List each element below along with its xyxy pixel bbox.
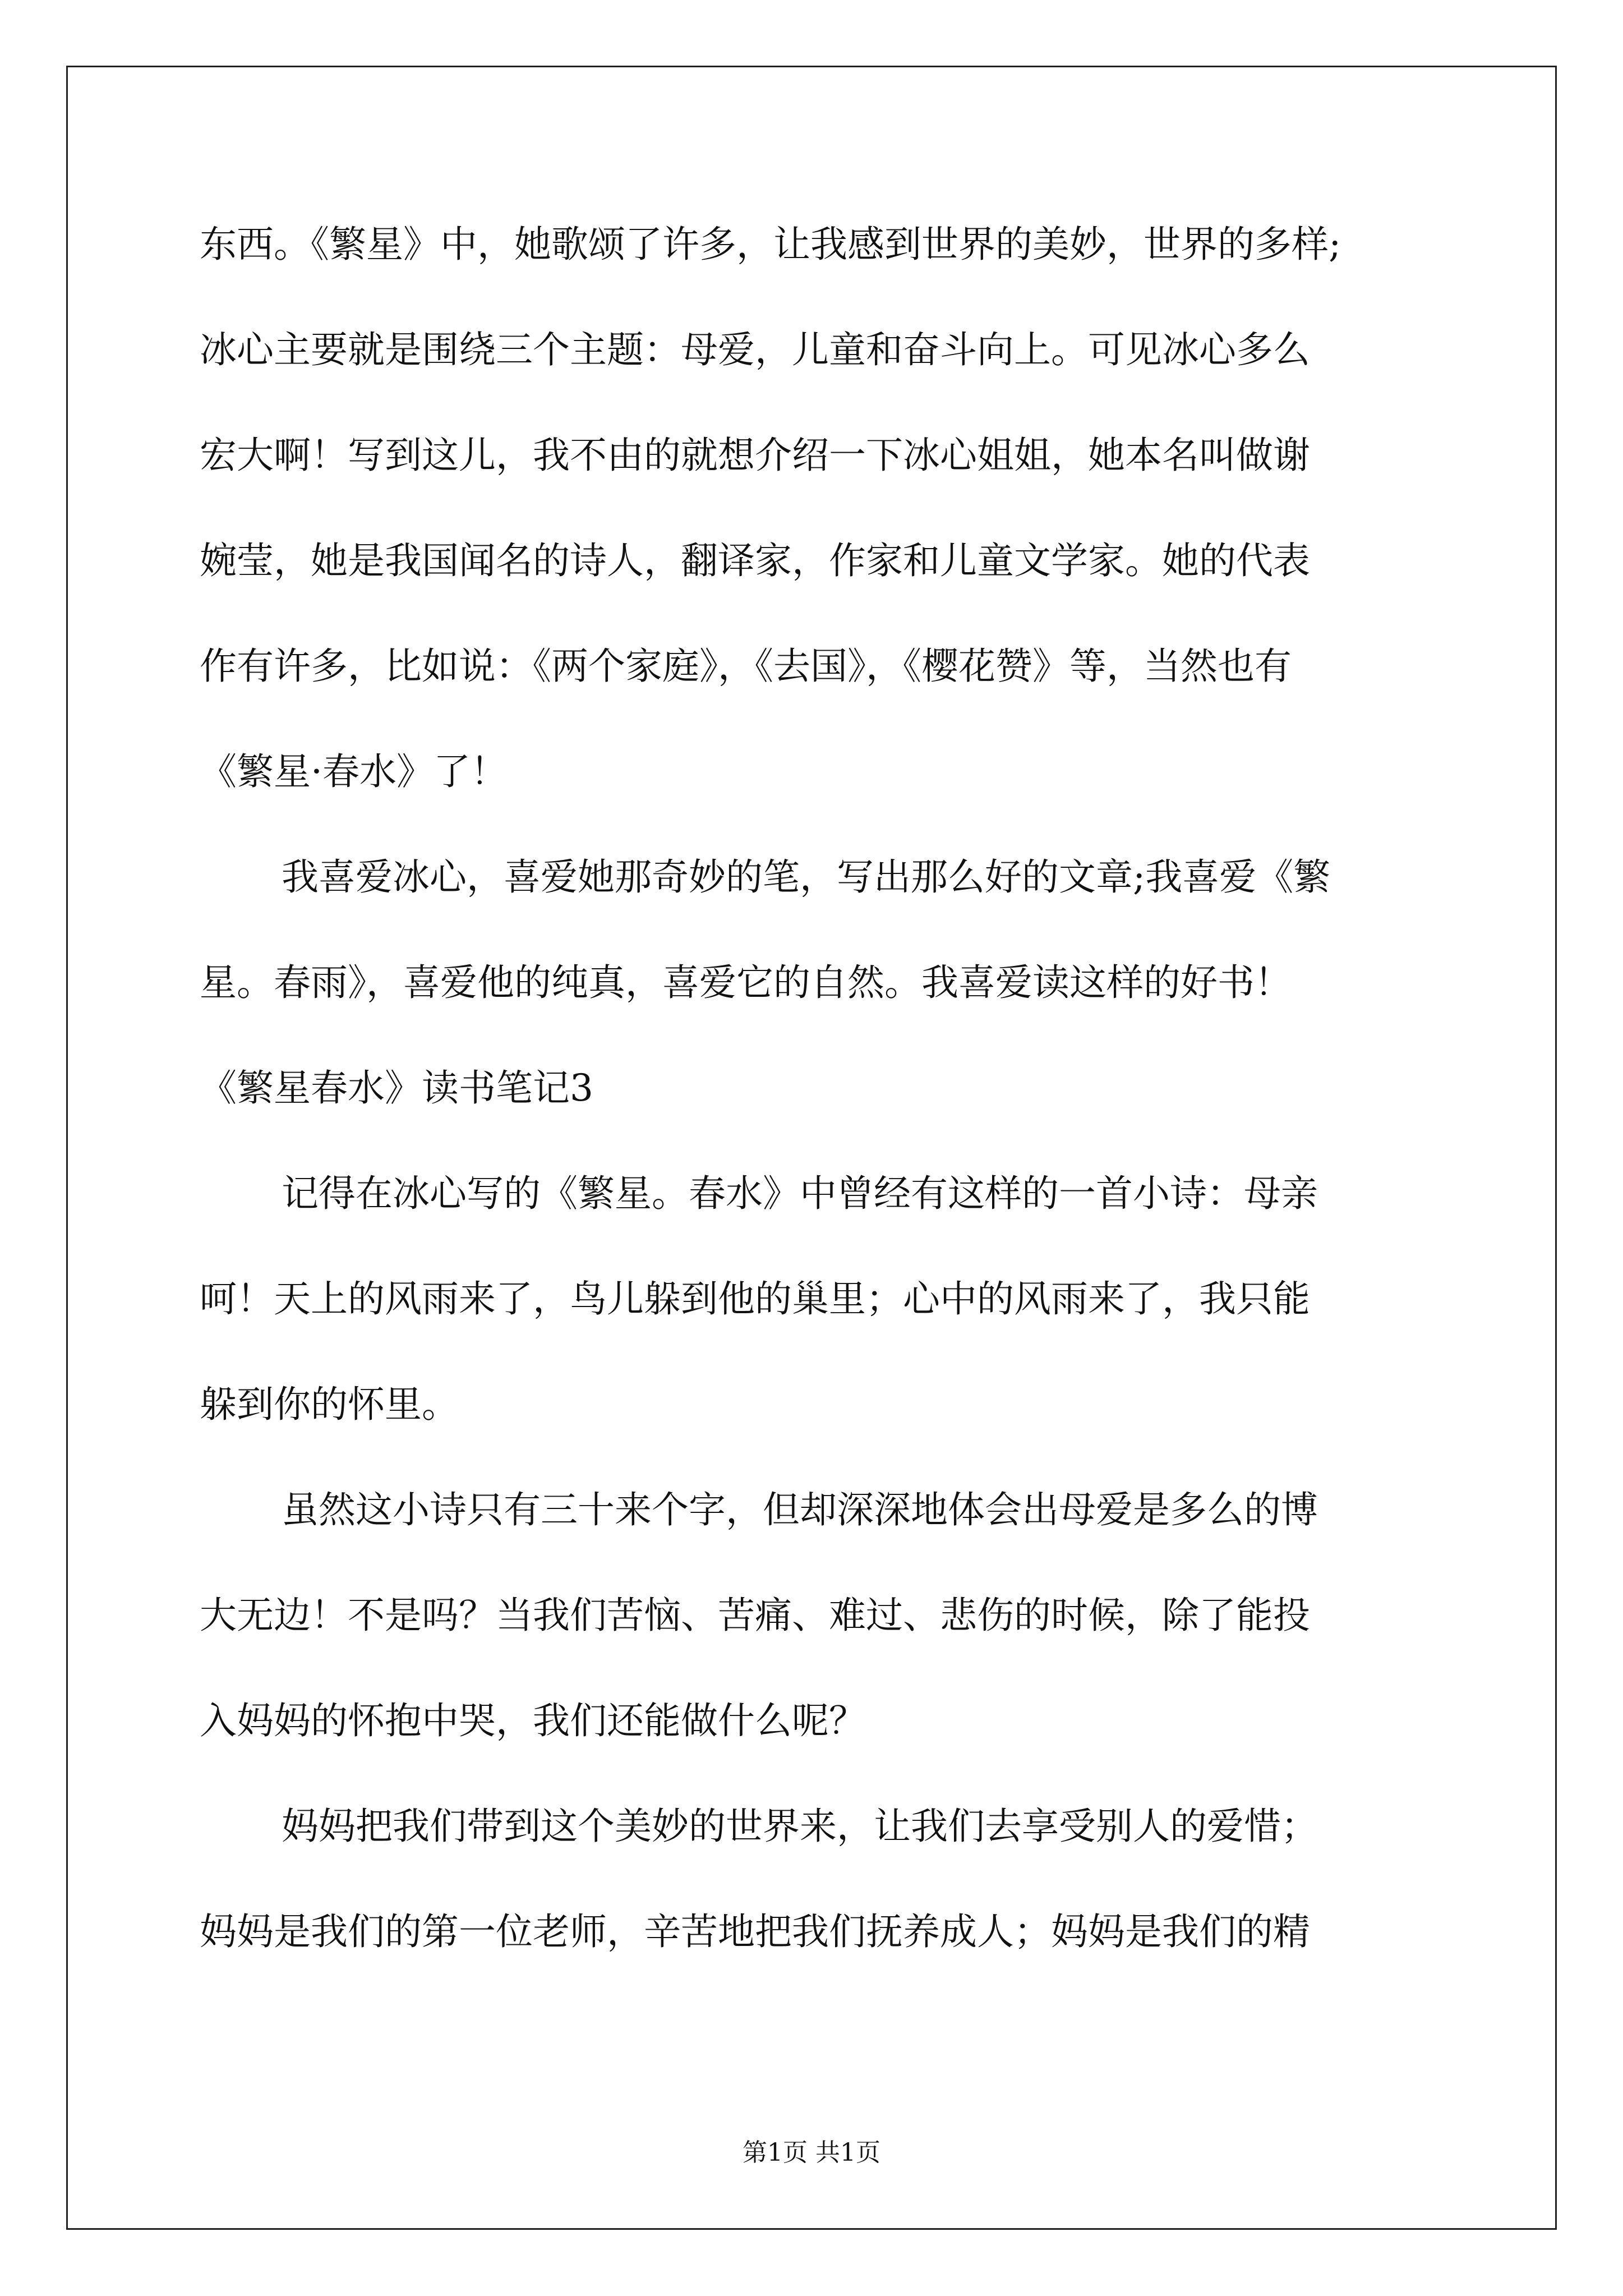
text-line: 入妈妈的怀抱中哭，我们还能做什么呢？	[200, 1699, 866, 1742]
page-footer: 第1页 共1页	[743, 2138, 880, 2167]
page-border	[66, 66, 1557, 2230]
paragraph-first-line: 虽然这小诗只有三十来个字，但却深深地体会出母爱是多么的博	[282, 1488, 1318, 1531]
text-line: 冰心主要就是围绕三个主题：母爱，儿童和奋斗向上。可见冰心多么	[200, 328, 1310, 371]
text-line: 星。春雨》，喜爱他的纯真，喜爱它的自然。我喜爱读这样的好书！	[200, 961, 1292, 1004]
text-line: 东西。《繁星》中，她歌颂了许多，让我感到世界的美妙，世界的多样;	[200, 223, 1341, 266]
paragraph-first-line: 我喜爱冰心，喜爱她那奇妙的笔，写出那么好的文章;我喜爱《繁	[282, 855, 1331, 899]
text-line: 作有许多，比如说：《两个家庭》，《去国》，《樱花赞》等，当然也有	[200, 645, 1292, 688]
text-line: 妈妈是我们的第一位老师，辛苦地把我们抚养成人；妈妈是我们的精	[200, 1910, 1310, 1953]
text-line: 躲到你的怀里。	[200, 1383, 459, 1426]
text-line: 宏大啊！写到这儿，我不由的就想介绍一下冰心姐姐，她本名叫做谢	[200, 434, 1310, 477]
text-line: 大无边！不是吗？当我们苦恼、苦痛、难过、悲伤的时候，除了能投	[200, 1594, 1310, 1637]
paragraph-first-line: 记得在冰心写的《繁星。春水》中曾经有这样的一首小诗：母亲	[282, 1172, 1318, 1215]
text-line: 婉莹，她是我国闻名的诗人，翻译家，作家和儿童文学家。她的代表	[200, 539, 1310, 582]
paragraph-first-line: 妈妈把我们带到这个美妙的世界来，让我们去享受别人的爱惜；	[282, 1805, 1318, 1848]
section-heading: 《繁星春水》读书笔记3	[200, 1066, 593, 1110]
text-line: 呵！天上的风雨来了，鸟儿躲到他的巢里；心中的风雨来了，我只能	[200, 1277, 1310, 1320]
text-line: 《繁星·春水》了！	[200, 750, 508, 793]
